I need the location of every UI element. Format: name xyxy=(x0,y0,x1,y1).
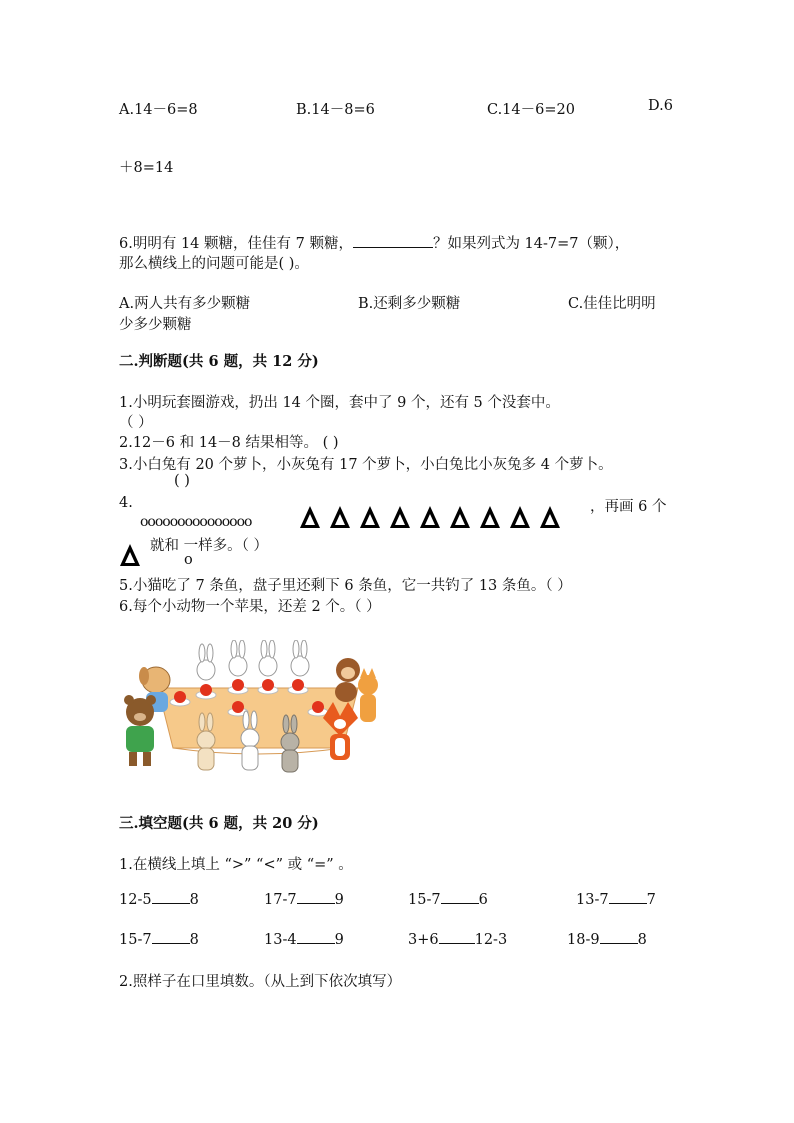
q6-line1 xyxy=(119,232,629,253)
triangle-icon xyxy=(540,506,560,528)
s2-q3: 3.小白兔有 20 个萝卜，小灰兔有 17 个萝卜，小白兔比小灰兔多 4 个萝卜。 xyxy=(119,457,613,473)
comparison-item: 18-9 8 xyxy=(567,932,647,948)
s2-q3-paren: ( ) xyxy=(174,473,190,489)
s2-q5: 5.小猫吃了 7 条鱼，盘子里还剩下 6 条鱼，它一共钓了 13 条鱼。（ ） xyxy=(119,578,572,594)
answer-blank[interactable] xyxy=(297,943,335,944)
animals-table-illustration xyxy=(118,640,388,776)
triangle-icon xyxy=(510,506,530,528)
q5-option-a: A.14－6=8 xyxy=(119,102,198,118)
answer-blank[interactable] xyxy=(152,943,190,944)
s2-q1: 1.小明玩套圈游戏，扔出 14 个圈，套中了 9 个，还有 5 个没套中。 xyxy=(119,395,560,411)
section2-title: 二.判断题(共 6 题，共 12 分) xyxy=(119,353,319,370)
bear xyxy=(124,695,156,766)
triangle-icon xyxy=(390,506,410,528)
answer-blank[interactable] xyxy=(609,903,647,904)
q6-text-before: 6.明明有 14 颗糖，佳佳有 7 颗糖， xyxy=(119,236,353,252)
answer-blank[interactable] xyxy=(600,943,638,944)
q6-option-c: C.佳佳比明明 xyxy=(568,296,656,312)
q6-option-c-continued: 少多少颗糖 xyxy=(119,317,192,333)
q5-option-b: B.14－8=6 xyxy=(296,102,375,118)
cat xyxy=(358,668,378,722)
front-rabbits xyxy=(197,711,299,772)
s2-q4-circles: ooooooooooooooo xyxy=(140,514,252,530)
triangle-icon xyxy=(330,506,350,528)
s2-q4-after: ，再画 6 个 xyxy=(590,499,667,515)
q6-line2: 那么横线上的问题可能是( )。 xyxy=(119,256,309,272)
s2-q2: 2.12－6 和 14－8 结果相等。 ( ) xyxy=(119,435,339,451)
triangle-icon xyxy=(300,506,320,528)
s3-q2: 2.照样子在口里填数。（从上到下依次填写） xyxy=(119,974,402,990)
s2-q4-triangles xyxy=(300,506,578,534)
triangle-icon xyxy=(360,506,380,528)
answer-blank[interactable] xyxy=(297,903,335,904)
answer-blank[interactable] xyxy=(152,903,190,904)
s2-q4-circle-small: o xyxy=(184,552,193,568)
comparison-item: 13-7 7 xyxy=(576,892,656,908)
s2-q4-number: 4. xyxy=(119,495,133,511)
triangle-icon xyxy=(450,506,470,528)
s3-q1: 1.在横线上填上 “>” “<” 或 “=” 。 xyxy=(119,857,353,873)
comparison-item: 15-7 8 xyxy=(119,932,199,948)
q6-option-a: A.两人共有多少颗糖 xyxy=(119,296,251,312)
comparison-item: 15-7 6 xyxy=(408,892,488,908)
comparison-item: 12-5 8 xyxy=(119,892,199,908)
comparison-item: 13-4 9 xyxy=(264,932,344,948)
s2-q4-line2: 就和 一样多。（ ） xyxy=(150,538,268,554)
q6-option-b: B.还剩多少颗糖 xyxy=(358,296,461,312)
answer-blank[interactable] xyxy=(441,903,479,904)
q5-option-d-continued: ＋8=14 xyxy=(119,160,174,176)
monkey xyxy=(335,658,360,702)
illustration-svg xyxy=(118,640,388,776)
q5-option-d: D.6 xyxy=(648,98,673,114)
answer-blank[interactable] xyxy=(439,943,475,944)
s2-q1-paren: （ ） xyxy=(119,415,153,431)
q5-option-c: C.14－6=20 xyxy=(487,102,575,118)
triangle-icon xyxy=(480,506,500,528)
s2-q6: 6.每个小动物一个苹果，还差 2 个。（ ） xyxy=(119,599,381,615)
q6-text-after: ？如果列式为 14-7=7（颗）， xyxy=(432,236,630,252)
back-rabbits xyxy=(197,640,309,680)
triangle-icon xyxy=(420,506,440,528)
s2-q4-triangle-small xyxy=(120,544,140,570)
section3-title: 三.填空题(共 6 题，共 20 分) xyxy=(119,815,319,832)
comparison-item: 3+6 12-3 xyxy=(408,932,508,948)
comparison-item: 17-7 9 xyxy=(264,892,344,908)
triangle-icon xyxy=(120,544,140,566)
q6-answer-blank xyxy=(353,247,433,248)
